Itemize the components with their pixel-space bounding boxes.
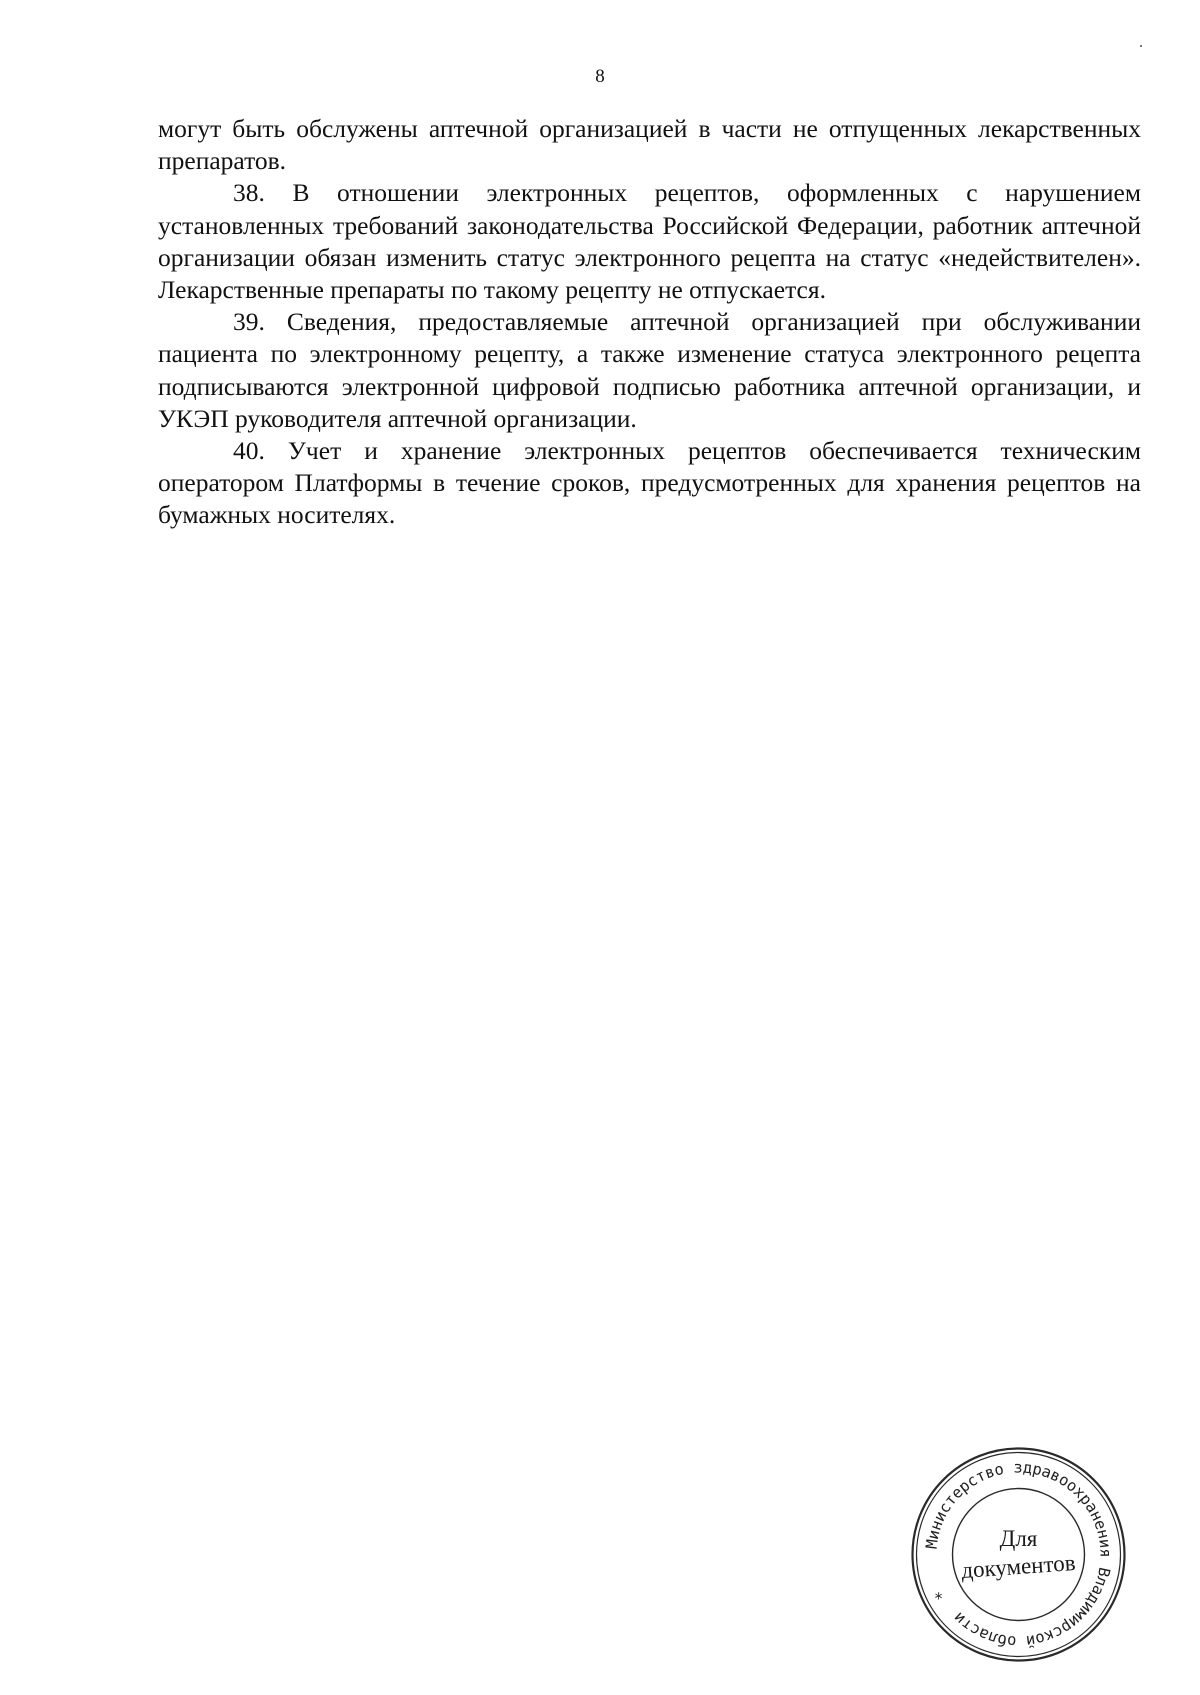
paragraph-continued: могут быть обслужены аптечной организацией в части не отпущенных лекарственных препаратов. [158, 114, 1141, 176]
stamp-seal-icon [906, 1442, 1131, 1667]
official-stamp [906, 1442, 1131, 1667]
page-number: 8 [595, 66, 605, 87]
paragraph-38: 38. В отношении электронных рецептов, оформленных с нарушением установленных требований законодательства Российской Федерации, работник аптечной организации обязан изменить статус электронного рецепта на статус «недействителен». Лекарственные препараты по такому рецепту не отпускается. [158, 178, 1141, 305]
stamp-center-line-2: документов [960, 1550, 1077, 1583]
stamp-ring-text: Министерство здравоохранения Владимирской области * [922, 1458, 1115, 1651]
paragraph-39: 39. Сведения, предоставляемые аптечной организацией при обслуживании пациента по электронному рецепту, а также изменение статуса электронного рецепта подписываются электронной цифровой подписью работника аптечной организации, и УКЭП руководителя аптечной организации. [158, 307, 1141, 433]
stamp-center-line-1: Для [999, 1526, 1038, 1551]
document-body [158, 113, 1141, 532]
scan-speck [1140, 45, 1142, 47]
paragraph-40: 40. Учет и хранение электронных рецептов обеспечивается техническим оператором Платформы в течение сроков, предусмотренных для хранения рецептов на бумажных носителях. [158, 436, 1141, 530]
